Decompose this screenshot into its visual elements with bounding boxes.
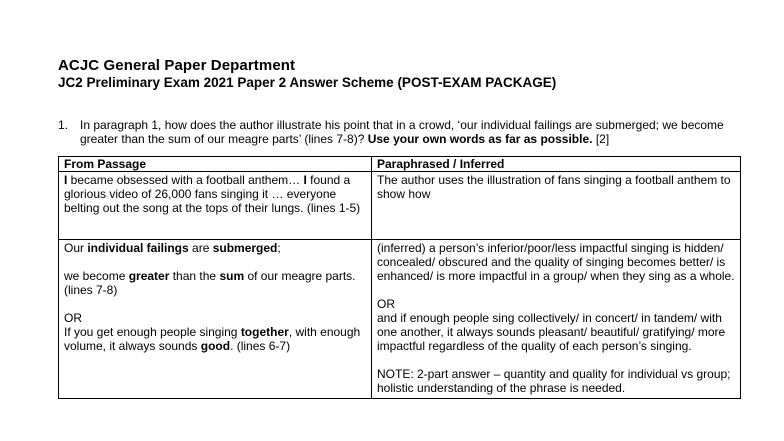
paraphrase-cell [372, 240, 741, 399]
passage-text: we become [64, 269, 129, 283]
table-header-row [59, 157, 741, 172]
passage-line [64, 325, 366, 353]
header-paraphrased: Paraphrased / Inferred [372, 157, 741, 172]
table-row [59, 240, 741, 399]
or-label: OR [64, 311, 82, 325]
question-marks: [2] [595, 132, 610, 146]
question-instruction: Use your own words as far as possible. [367, 132, 593, 146]
passage-text: . (lines 6-7) [230, 339, 291, 353]
passage-bold: I [303, 173, 307, 187]
passage-bold: sum [219, 269, 245, 283]
passage-bold: together [240, 325, 289, 339]
document-subtitle: JC2 Preliminary Exam 2021 Paper 2 Answer Scheme (POST-EXAM PACKAGE) [58, 75, 557, 90]
or-label: OR [377, 297, 395, 311]
passage-text: , with enough volume, it always sounds [64, 325, 361, 353]
question-text: In paragraph 1, how does the author illustrate his point that in a crowd, ‘our individual failings are submerged; we become greater than the sum of our meagre parts’ (lines 7-8)? [80, 118, 724, 146]
passage-line [64, 241, 366, 255]
passage-cell [59, 172, 372, 240]
passage-text: than the [169, 269, 220, 283]
question-1 [58, 118, 748, 146]
passage-text: ; [277, 241, 281, 255]
passage-text: of our meagre parts. (lines 7-8) [64, 269, 356, 297]
department-title: ACJC General Paper Department [58, 57, 296, 74]
paraphrase-text: and if enough people sing collectively/ in concert/ in tandem/ with one another, it always sounds pleasant/ beautiful/ gratifying/ more impactful regardless of the quality of each person’s singing. [377, 311, 726, 353]
passage-bold: greater [128, 269, 170, 283]
table-row [59, 172, 741, 240]
passage-bold: I [64, 173, 68, 187]
answer-scheme-table [58, 156, 741, 399]
question-text-block [80, 118, 748, 146]
header-from-passage: From Passage [59, 157, 372, 172]
passage-text: found a glorious video of 26,000 fans singing it … everyone belting out the song at the tops of their lungs. (lines 1-5) [64, 173, 361, 215]
passage-bold: good [200, 339, 231, 353]
passage-text: If you get enough people singing [64, 325, 241, 339]
passage-bold: individual failings [87, 241, 189, 255]
passage-cell [59, 240, 372, 399]
passage-line [64, 269, 366, 297]
question-number: 1. [58, 118, 69, 132]
passage-bold: submerged [212, 241, 278, 255]
marking-note: NOTE: 2-part answer – quantity and quality for individual vs group; holistic understanding of the phrase is needed. [377, 367, 731, 395]
paraphrase-text: (inferred) a person’s inferior/poor/less impactful singing is hidden/ concealed/ obscured and the quality of singing becomes better/ is enhanced/ is more impactful in a group/ when they sing as a whole. [377, 241, 735, 283]
paraphrase-cell: The author uses the illustration of fans singing a football anthem to show how [372, 172, 741, 240]
passage-text: are [188, 241, 213, 255]
passage-text: Our [64, 241, 88, 255]
passage-text: became obsessed with a football anthem… [67, 173, 304, 187]
